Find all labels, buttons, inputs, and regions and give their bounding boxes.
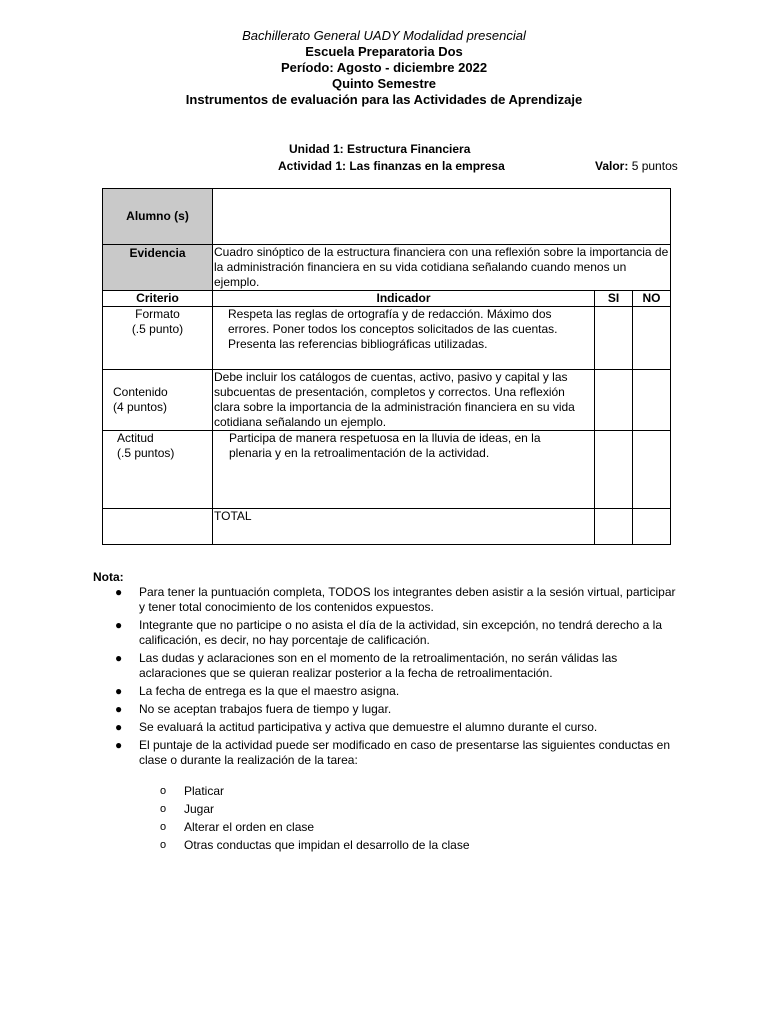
notes-title: Nota: <box>93 570 124 584</box>
header-school-system: Bachillerato General UADY Modalidad presencial <box>242 28 526 43</box>
evidencia-row <box>103 245 671 291</box>
bullet-dot-icon: ● <box>115 738 123 752</box>
total-no-cell[interactable] <box>633 509 671 545</box>
si-check-cell[interactable] <box>595 370 633 431</box>
alumno-field[interactable] <box>213 189 671 245</box>
valor-points: 5 puntos <box>631 159 678 173</box>
header-period: Período: Agosto - diciembre 2022 <box>280 60 488 75</box>
no-check-cell[interactable] <box>633 431 671 509</box>
criterio-cell <box>103 307 213 370</box>
evidencia-text: Cuadro sinóptico de la estructura financiera con una reflexión sobre la importancia de la administración financiera en su vida cotidiana señalando cuando menos un ejemplo. <box>213 245 671 291</box>
sub-item-text: Jugar <box>184 802 215 816</box>
note-text: Las dudas y aclaraciones son en el momento de la retroalimentación, no serán válidas las aclaraciones que se quieran realizar posterior a la fecha de retroalimentación. <box>139 651 618 680</box>
no-check-cell[interactable] <box>633 370 671 431</box>
criterio-points: (.5 puntos) <box>117 446 175 460</box>
indicador-cell: Participa de manera respetuosa en la lluvia de ideas, en la plenaria y en la retroalimentación de la actividad. <box>213 431 595 509</box>
behavior-sublist <box>158 784 470 856</box>
table-header-row <box>103 291 671 307</box>
bullet-dot-icon: ● <box>115 618 123 632</box>
column-header-indicador: Indicador <box>213 291 595 307</box>
column-header-no: NO <box>633 291 671 307</box>
no-check-cell[interactable] <box>633 307 671 370</box>
activity-title: Actividad 1: Las finanzas en la empresa <box>278 159 505 173</box>
total-si-cell[interactable] <box>595 509 633 545</box>
note-text: Para tener la puntuación completa, TODOS los integrantes deben asistir a la sesión virtual, participar y tener total conocimiento de los contenidos expuestos. <box>139 585 676 614</box>
list-item <box>112 702 682 717</box>
total-row <box>103 509 671 545</box>
note-text: Integrante que no participe o no asista el día de la actividad, sin excepción, no tendrá derecho a la calificación, es decir, no hay porcentaje de calificación. <box>139 618 663 647</box>
criterio-cell <box>103 431 213 509</box>
unit-title: Unidad 1: Estructura Financiera <box>289 142 471 156</box>
list-item <box>112 651 682 681</box>
list-item <box>158 802 470 817</box>
rubric-table <box>102 188 671 545</box>
circle-bullet-icon: o <box>160 785 167 797</box>
criterio-name: Actitud <box>117 431 154 445</box>
alumno-label: Alumno (s) <box>103 189 213 245</box>
indicador-cell: Respeta las reglas de ortografía y de redacción. Máximo dos errores. Poner todos los conceptos solicitados de las cuentas. Presenta las referencias bibliográficas utilizadas. <box>213 307 595 370</box>
circle-bullet-icon: o <box>160 839 167 851</box>
sub-item-text: Alterar el orden en clase <box>184 820 315 834</box>
list-item <box>158 784 470 799</box>
header-school-name: Escuela Preparatoria Dos <box>305 44 463 59</box>
document-header <box>0 28 768 108</box>
list-item <box>112 738 682 768</box>
alumno-row <box>103 189 671 245</box>
circle-bullet-icon: o <box>160 821 167 833</box>
note-text: El puntaje de la actividad puede ser modificado en caso de presentarse las siguientes conductas en clase o durante la realización de la tarea: <box>139 738 671 767</box>
criterio-points: (4 puntos) <box>113 400 168 414</box>
circle-bullet-icon: o <box>160 803 167 815</box>
bullet-dot-icon: ● <box>115 720 123 734</box>
bullet-dot-icon: ● <box>115 585 123 599</box>
bullet-dot-icon: ● <box>115 651 123 665</box>
activity-value <box>595 159 678 173</box>
table-row-formato <box>103 307 671 370</box>
header-semester: Quinto Semestre <box>331 76 437 91</box>
criterio-points: (.5 punto) <box>131 322 184 336</box>
total-empty-cell <box>103 509 213 545</box>
note-text: Se evaluará la actitud participativa y activa que demuestre el alumno durante el curso. <box>139 720 598 734</box>
criterio-name: Formato <box>135 307 180 321</box>
evidencia-label: Evidencia <box>103 245 213 291</box>
column-header-si: SI <box>595 291 633 307</box>
si-check-cell[interactable] <box>595 431 633 509</box>
sub-item-text: Platicar <box>184 784 225 798</box>
notes-list <box>112 585 682 771</box>
indicador-cell: Debe incluir los catálogos de cuentas, activo, pasivo y capital y las subcuentas de presentación, completos y correctos. Una reflexión clara sobre la importancia de la administración financiera en su vida cotidiana señalando un ejemplo. <box>213 370 595 431</box>
note-text: La fecha de entrega es la que el maestro asigna. <box>139 684 400 698</box>
list-item <box>112 684 682 699</box>
criterio-cell <box>103 370 213 431</box>
table-row-actitud <box>103 431 671 509</box>
si-check-cell[interactable] <box>595 307 633 370</box>
valor-label: Valor: <box>595 159 629 173</box>
bullet-dot-icon: ● <box>115 684 123 698</box>
list-item <box>158 838 470 853</box>
list-item <box>158 820 470 835</box>
bullet-dot-icon: ● <box>115 702 123 716</box>
header-document-title: Instrumentos de evaluación para las Actividades de Aprendizaje <box>185 92 583 107</box>
column-header-criterio: Criterio <box>103 291 213 307</box>
list-item <box>112 720 682 735</box>
sub-item-text: Otras conductas que impidan el desarrollo de la clase <box>184 838 470 852</box>
table-row-contenido <box>103 370 671 431</box>
note-text: No se aceptan trabajos fuera de tiempo y lugar. <box>139 702 392 716</box>
criterio-name: Contenido <box>113 385 168 399</box>
list-item <box>112 618 682 648</box>
list-item <box>112 585 682 615</box>
total-label: TOTAL <box>213 509 595 545</box>
